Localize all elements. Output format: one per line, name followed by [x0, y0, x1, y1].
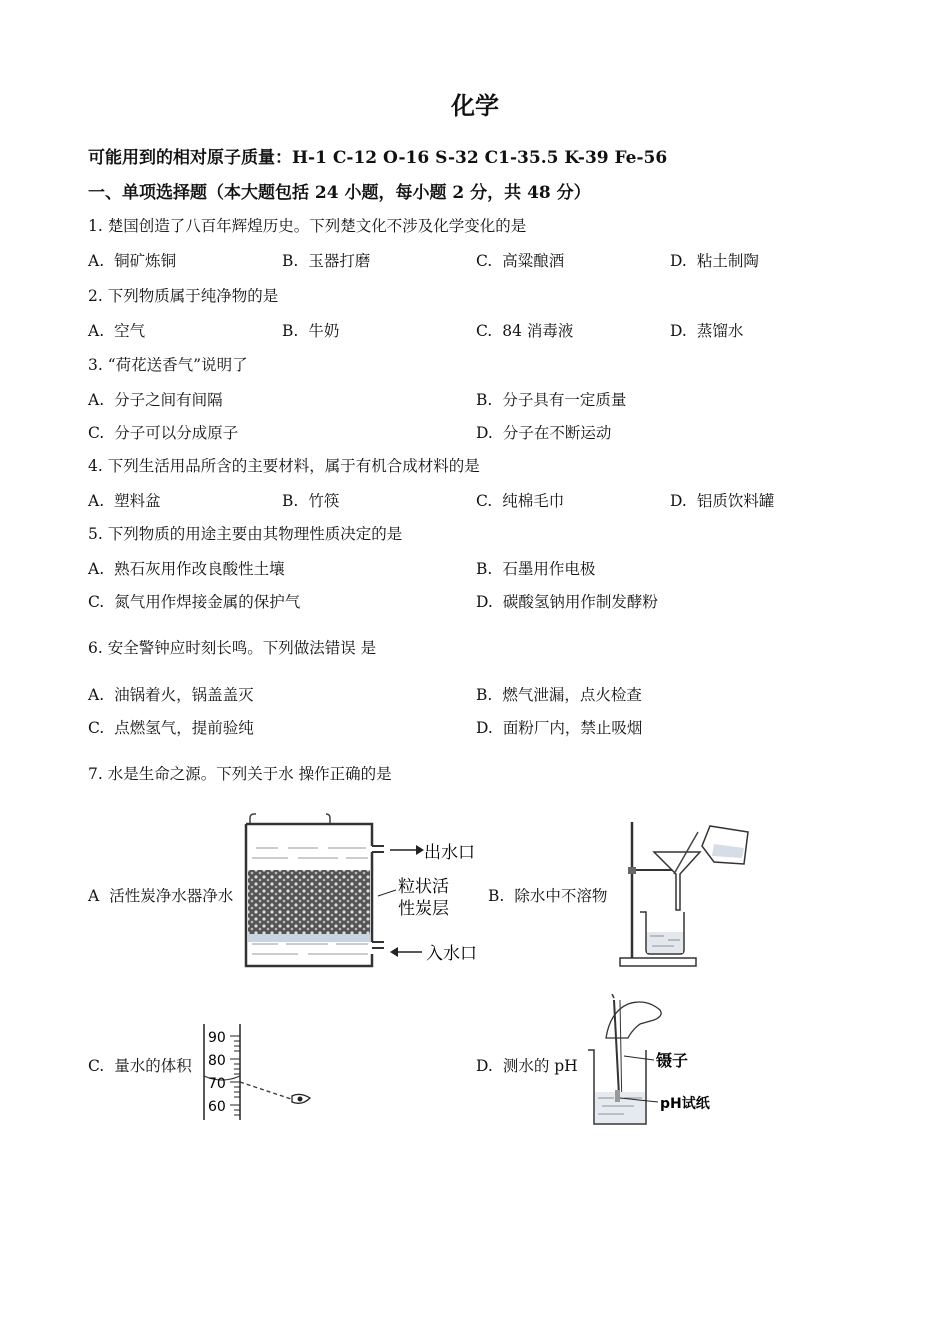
atomic-mass-line: 可能用到的相对原子质量：H-1 C-12 O-16 S-32 C1-35.5 K-39 Fe-56 — [88, 148, 668, 168]
carbon-purifier-figure — [238, 812, 488, 974]
question-5-option-b: B. 石墨用作电极 — [476, 560, 596, 578]
question-2-option-d: D. 蒸馏水 — [670, 322, 744, 340]
question-1-option-a: A. 铜矿炼铜 — [88, 252, 177, 270]
question-5-option-c: C. 氮气用作焊接金属的保护气 — [88, 593, 301, 611]
question-4-option-d: D. 铝质饮料罐 — [670, 492, 775, 510]
question-3-stem: 3. “荷花送香气”说明了 — [88, 356, 248, 374]
question-2-option-c: C. 84 消毒液 — [476, 322, 574, 340]
inlet-label: 入水口 — [426, 944, 477, 964]
question-3-option-d: D. 分子在不断运动 — [476, 424, 612, 442]
carbon-layer-label-2: 性炭层 — [398, 899, 449, 919]
question-5-option-d: D. 碳酸氢钠用作制发酵粉 — [476, 593, 658, 611]
tweezers-label: 镊子 — [656, 1051, 689, 1070]
question-4-option-a: A. 塑料盆 — [88, 492, 161, 510]
question-7-stem: 7. 水是生命之源。下列关于水 操作正确的是 — [88, 765, 392, 783]
question-7-option-a: A 活性炭净水器净水 — [88, 887, 234, 905]
ph-paper-label: pH试纸 — [660, 1096, 710, 1112]
cylinder-tick-60: 60 — [208, 1099, 226, 1115]
question-2-option-b: B. 牛奶 — [282, 322, 340, 340]
question-7-option-b: B. 除水中不溶物 — [488, 887, 608, 905]
question-2-option-a: A. 空气 — [88, 322, 146, 340]
question-5-stem: 5. 下列物质的用途主要由其物理性质决定的是 — [88, 525, 403, 543]
question-5-option-a: A. 熟石灰用作改良酸性土壤 — [88, 560, 285, 578]
filtration-figure — [614, 814, 764, 970]
question-6-option-d: D. 面粉厂内，禁止吸烟 — [476, 719, 643, 737]
section-header: 一、单项选择题（本大题包括 24 小题，每小题 2 分，共 48 分） — [88, 183, 591, 203]
carbon-layer-label-1: 粒状活 — [398, 877, 449, 897]
question-1-option-c: C. 高粱酿酒 — [476, 252, 565, 270]
outlet-label: 出水口 — [424, 843, 475, 863]
cylinder-tick-70: 70 — [208, 1076, 226, 1092]
question-6-option-b: B. 燃气泄漏，点火检查 — [476, 686, 642, 704]
cylinder-tick-80: 80 — [208, 1053, 226, 1069]
question-7-option-d: D. 测水的 pH — [476, 1057, 578, 1075]
question-3-option-a: A. 分子之间有间隔 — [88, 391, 223, 409]
cylinder-tick-90: 90 — [208, 1030, 226, 1046]
question-3-option-c: C. 分子可以分成原子 — [88, 424, 239, 442]
question-4-option-b: B. 竹筷 — [282, 492, 340, 510]
question-6-option-a: A. 油锅着火，锅盖盖灭 — [88, 686, 254, 704]
question-2-stem: 2. 下列物质属于纯净物的是 — [88, 287, 279, 305]
question-4-option-c: C. 纯棉毛巾 — [476, 492, 565, 510]
page-title: 化学 — [451, 91, 499, 120]
question-1-option-b: B. 玉器打磨 — [282, 252, 371, 270]
graduated-cylinder-figure — [196, 1020, 320, 1124]
question-6-stem: 6. 安全警钟应时刻长鸣。下列做法错误 是 — [88, 639, 377, 657]
question-3-option-b: B. 分子具有一定质量 — [476, 391, 627, 409]
question-7-option-c: C. 量水的体积 — [88, 1057, 192, 1075]
question-4-stem: 4. 下列生活用品所含的主要材料，属于有机合成材料的是 — [88, 457, 480, 475]
ph-test-figure — [584, 994, 724, 1130]
question-1-stem: 1. 楚国创造了八百年辉煌历史。下列楚文化不涉及化学变化的是 — [88, 217, 527, 235]
question-6-option-c: C. 点燃氢气，提前验纯 — [88, 719, 254, 737]
question-1-option-d: D. 粘土制陶 — [670, 252, 759, 270]
